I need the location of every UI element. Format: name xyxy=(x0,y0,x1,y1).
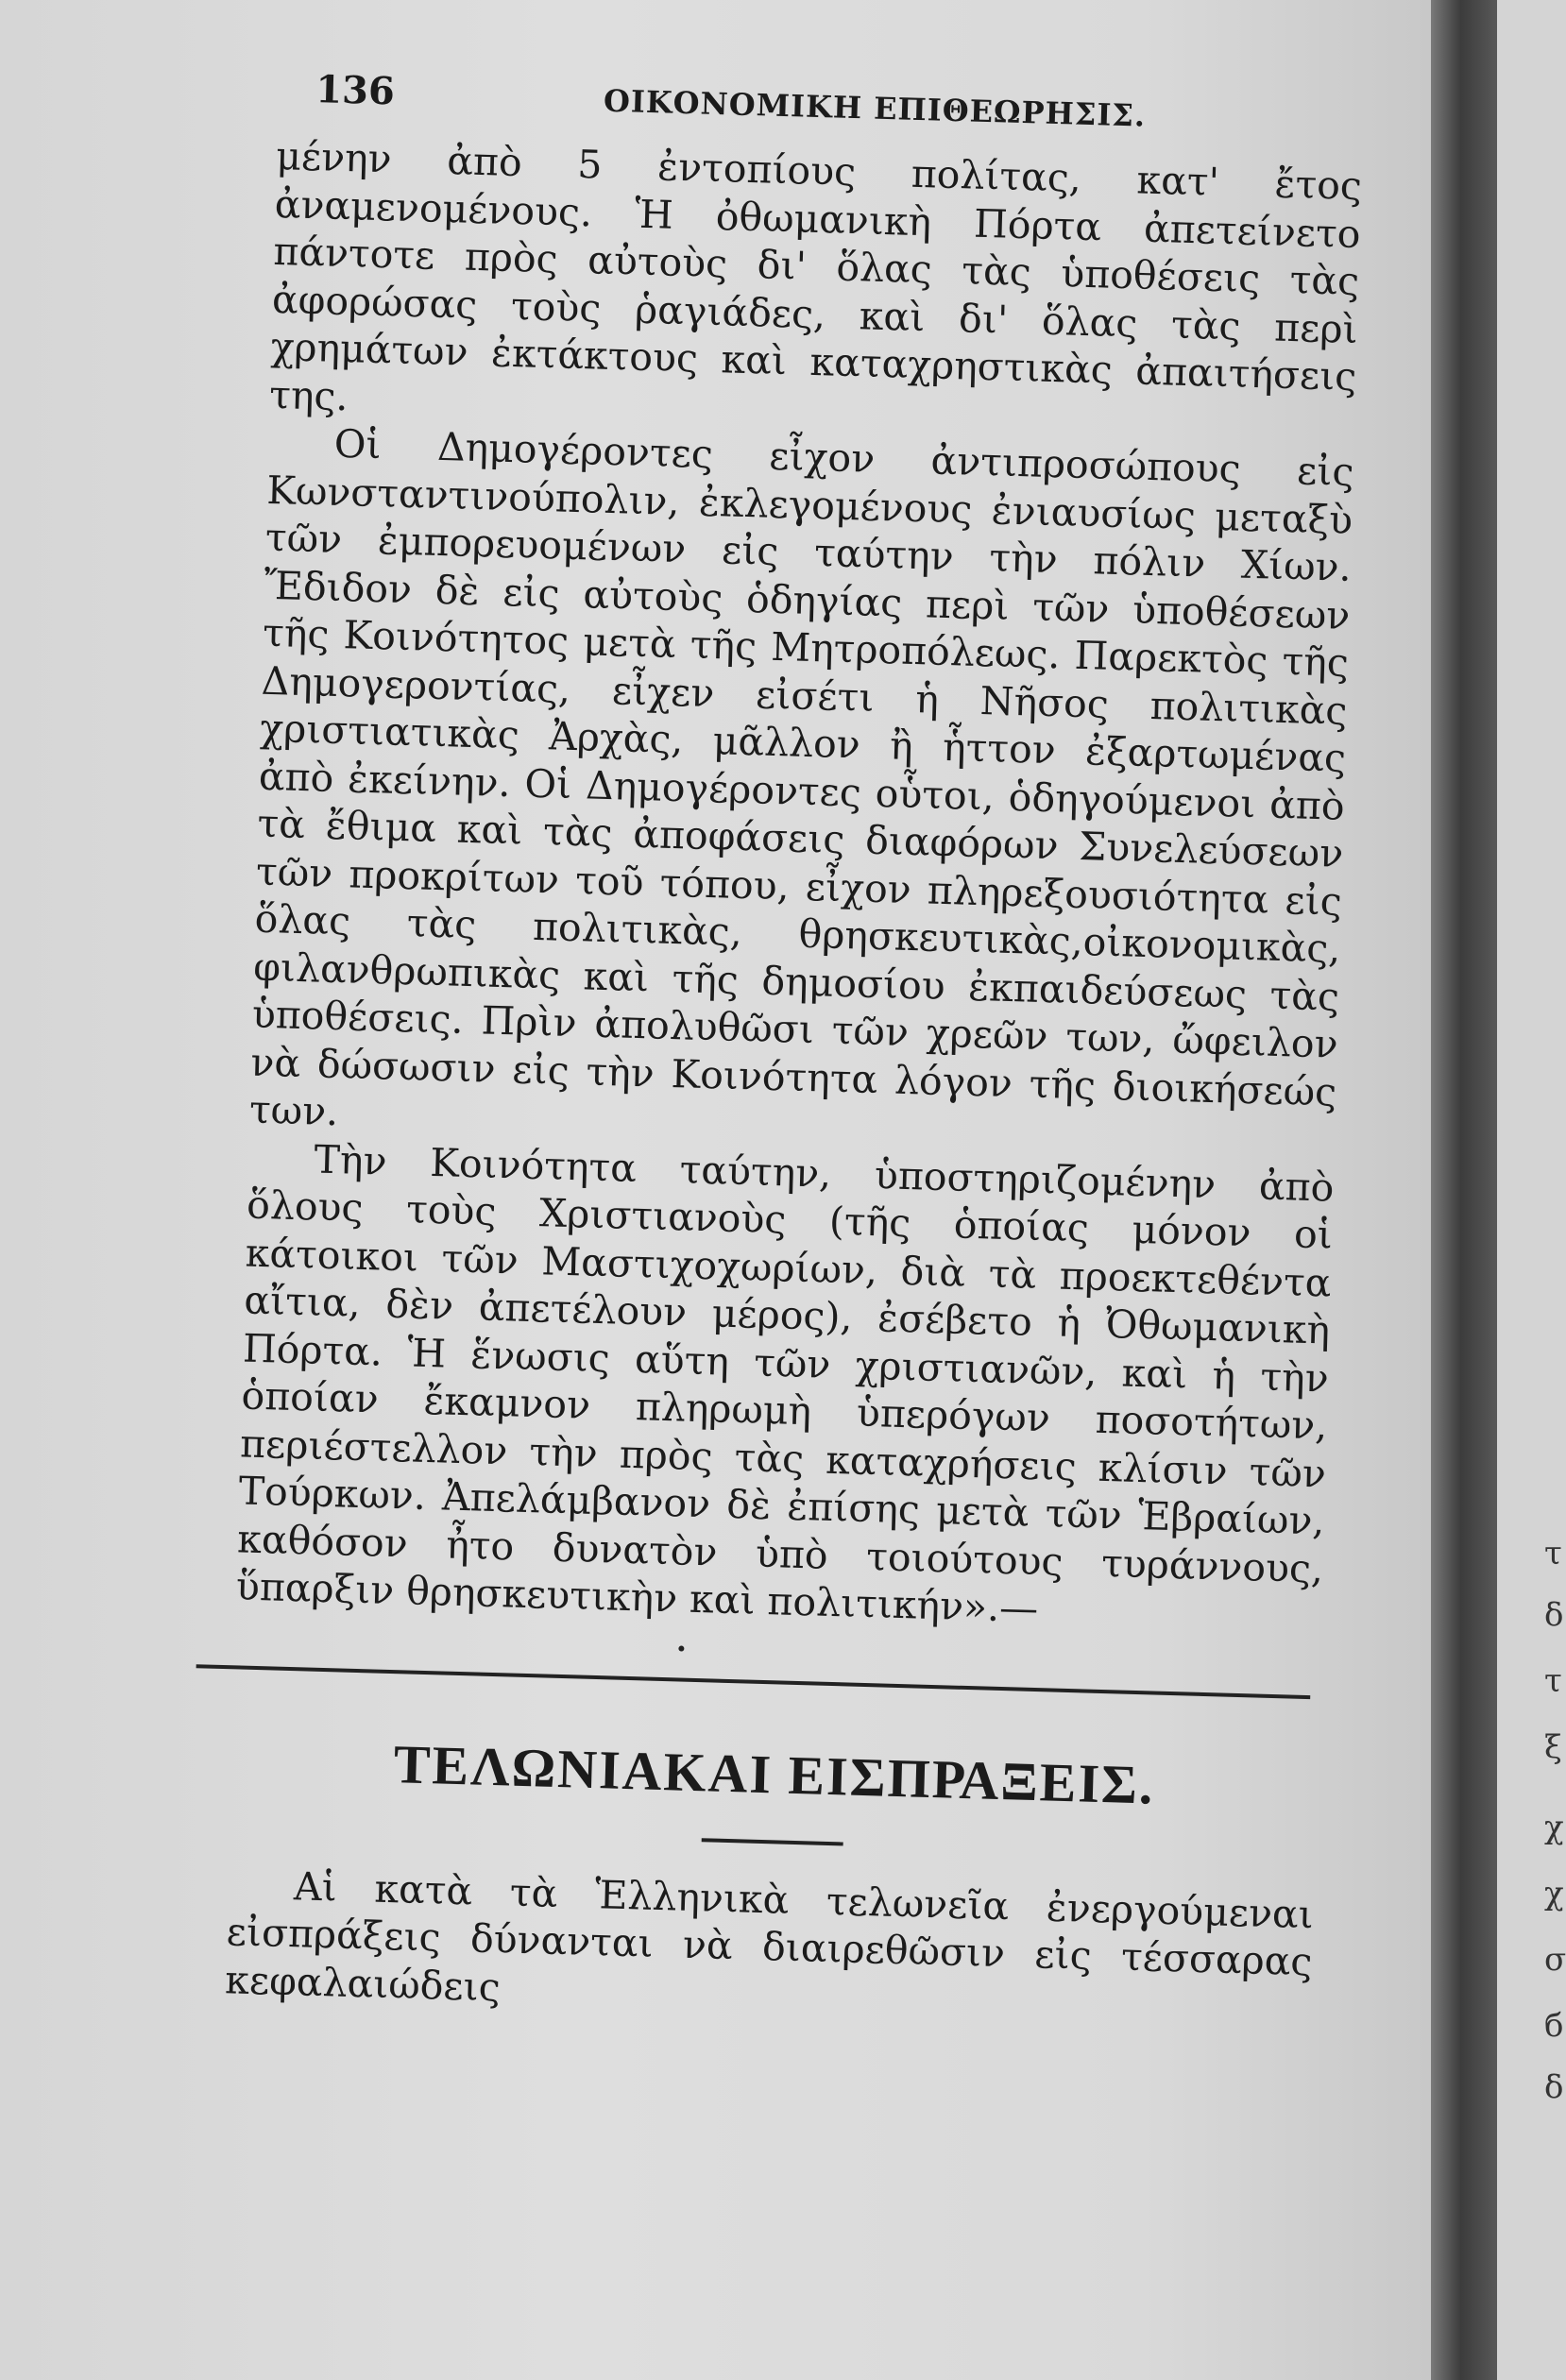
edge-glyph: δ xyxy=(1544,2068,1564,2106)
paragraph-representatives: Οἱ Δημογέροντες εἶχον ἀντιπροσώπους εἰς Κωνσταντινούπολιν, ἐκλεγομένους ἐνιαυσίως μεταξὺ τῶν ἐμπορευομένων εἰς ταύτην τὴν πόλιν Χίων. Ἔδιδον δὲ εἰς αὐτοὺς ὁδηγίας περὶ τῶν ὑποθέσεων τῆς Κοινότητος μετὰ τῆς Μητροπόλεως. Παρεκτὸς τῆς Δημογεροντίας, εἶχεν εἰσέτι ἡ Νῆσος πολιτικὰς χριστιατικὰς Ἀρχὰς, μᾶλλον ἢ ἧττον ἐξαρτωμένας ἀπὸ ἐκείνην. Οἱ Δημογέροντες οὗτοι, ὁδηγούμενοι ἀπὸ τὰ ἔθιμα καὶ τὰς ἀποφάσεις διαφόρων Συνελεύσεων τῶν προκρίτων τοῦ τόπου, εἶχον πληρεξουσιότητα εἰς ὅλας τὰς πολιτικὰς, θρησκευτικὰς,οἰκονομικὰς, φιλανθρωπικὰς καὶ τῆς δημοσίου ἐκπαιδεύσεως τὰς ὑποθέσεις. Πρὶν ἀπολυθῶσι τῶν χρεῶν των, ὤφειλον νὰ δώσωσιν εἰς τὴν Κοινότητα λόγον τῆς διοικήσεώς των. xyxy=(248,420,1355,1135)
edge-glyph: χ xyxy=(1544,1875,1564,1912)
paragraph-customs: Αἱ κατὰ τὰ Ἑλληνικὰ τελωνεῖα ἐνεργούμεναι εἰσπράξεις δύνανται νὰ διαιρεθῶσιν εἰς τέσσαρας κεφαλαιώδεις xyxy=(224,1862,1315,2010)
edge-glyph: ξ xyxy=(1544,1728,1562,1766)
edge-glyph: б xyxy=(1544,2007,1564,2045)
running-head-title: ΟΙΚΟΝΟΜΙΚΗ ΕΠΙΘΕΩΡΗΣΙΣ. xyxy=(603,82,1147,134)
divider-dot xyxy=(678,1645,684,1651)
edge-glyph: τ xyxy=(1544,1535,1562,1572)
edge-glyph: τ xyxy=(1544,1662,1562,1700)
adjacent-page-edge xyxy=(1497,0,1566,2380)
paragraph-continuation: μένην ἀπὸ 5 ἐντοπίους πολίτας, κατ' ἔτος ἀναμενομένους. Ἡ ὀθωμανικὴ Πόρτα ἀπετείνετο πάντοτε πρὸς αὐτοὺς δι' ὅλας τὰς ὑποθέσεις τὰς ἀφορώσας τοὺς ῥαγιάδες, καὶ δι' ὅλας τὰς περὶ χρημάτων ἐκτάκτους καὶ καταχρηστικὰς ἀπαιτήσεις της. xyxy=(268,132,1363,419)
section-title: ΤΕΛΩΝΙΑΚΑΙ ΕΙΣΠΡΑΞΕΙΣ. xyxy=(393,1732,1156,1816)
edge-glyph: σ xyxy=(1544,1941,1566,1979)
title-underline xyxy=(702,1838,843,1845)
edge-glyph: χ xyxy=(1544,1809,1564,1846)
book-gutter xyxy=(1431,0,1497,2380)
divider-rule xyxy=(196,1664,1311,1699)
edge-glyph: δ xyxy=(1544,1596,1564,1634)
page-content xyxy=(225,66,1365,2033)
page-number: 136 xyxy=(315,67,396,114)
paragraph-community: Τὴν Κοινότητα ταύτην, ὑποστηριζομένην ἀπὸ ὅλους τοὺς Χριστιανοὺς (τῆς ὁποίας μόνον οἱ κάτοικοι τῶν Μαστιχοχωρίων, διὰ τὰ προεκτεθέντα αἴτια, δὲν ἀπετέλουν μέρος), ἐσέβετο ἡ Ὀθωμανικὴ Πόρτα. Ἡ ἕνωσις αὕτη τῶν χριστιανῶν, καὶ ἡ τὴν ὁποίαν ἔκαμνον πληρωμὴ ὑπερόγων ποσοτήτων, περιέστελλον τὴν πρὸς τὰς καταχρήσεις κλίσιν τῶν Τούρκων. Ἀπελάμβανον δὲ ἐπίσης μετὰ τῶν Ἑβραίων, καθόσον ἦτο δυνατὸν ὑπὸ τοιούτους τυράννους, ὕπαρξιν θρησκευτικὴν καὶ πολιτικήν».— xyxy=(235,1136,1335,1632)
